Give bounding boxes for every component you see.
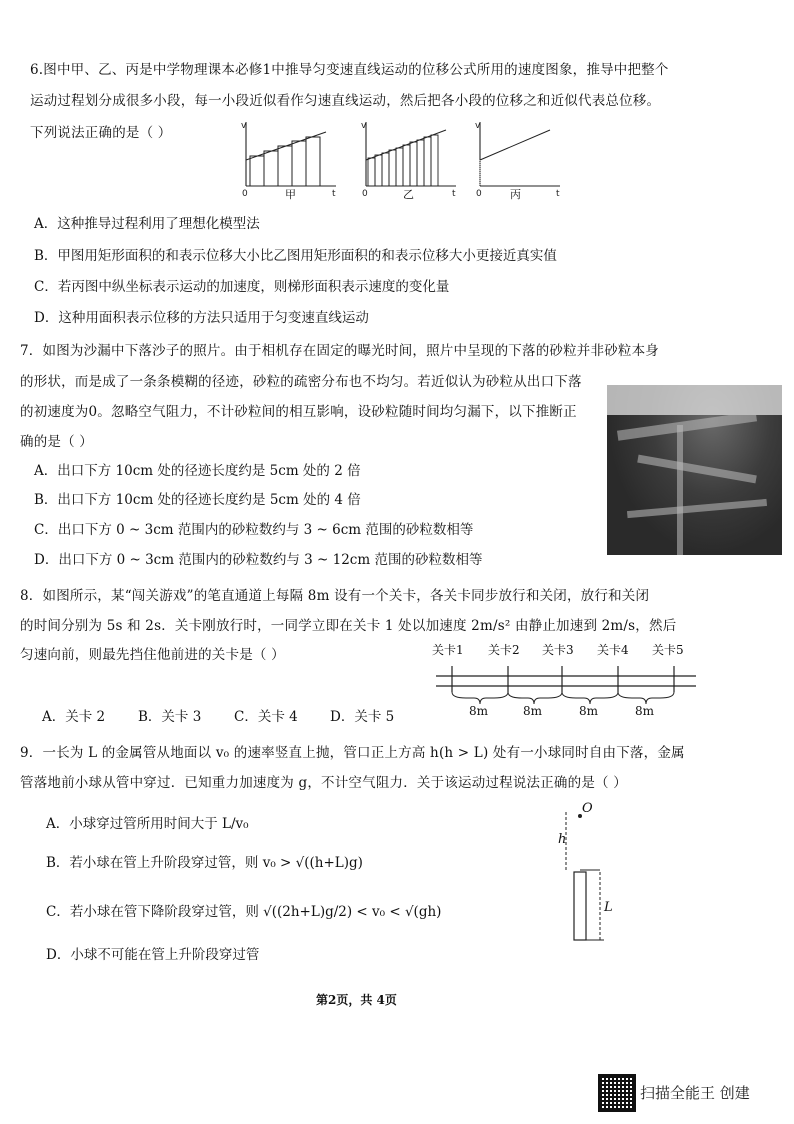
q6-option-b[interactable]: B．甲图用矩形面积的和表示位移大小比乙图用矩形面积的和表示位移大小更接近真实值	[34, 248, 557, 264]
q9-option-c[interactable]: C．若小球在管下降阶段穿过管，则 √((2h+L)g/2) < v₀ < √(gh)	[46, 904, 442, 920]
q7-line4: 确的是（ ）	[20, 434, 93, 450]
tube-figure-h: h	[558, 832, 567, 847]
tube-figure-l: L	[604, 900, 613, 915]
q8-line1: 8．如图所示，某“闯关游戏”的笔直通道上每隔 8m 设有一个关卡，各关卡同步放行和关闭，放行和关闭	[20, 588, 650, 604]
gate-distance-3: 8m	[579, 704, 599, 718]
q7-line2: 的形状，而是成了一条条模糊的径迹，砂粒的疏密分布也不均匀。若近似认为砂粒从出口下落	[20, 374, 582, 390]
sand-photo	[607, 385, 782, 555]
q9-line2: 管落地前小球从管中穿过．已知重力加速度为 g，不计空气阻力．关于该运动过程说法正确的是（ ）	[20, 775, 627, 791]
graph-bing-origin: 0	[476, 189, 482, 199]
q8-line2: 的时间分别为 5s 和 2s．关卡刚放行时，一同学立即在关卡 1 处以加速度 2m/s² 由静止加速到 2m/s，然后	[20, 618, 677, 634]
q8-option-d[interactable]: D．关卡 5	[330, 709, 395, 725]
tube-figure-o: O	[582, 801, 593, 816]
gate-5-label: 关卡5	[652, 643, 684, 657]
q7-line3: 的初速度为0。忽略空气阻力，不计砂粒间的相互影响，设砂粒随时间均匀漏下，以下推断正	[20, 404, 577, 420]
graph-jia-origin: 0	[242, 189, 248, 199]
gate-2-label: 关卡2	[488, 643, 520, 657]
q8-option-b[interactable]: B．关卡 3	[138, 709, 202, 725]
graph-jia-v: v	[241, 121, 247, 131]
gate-distance-1: 8m	[469, 704, 489, 718]
q7-option-c[interactable]: C．出口下方 0 ~ 3cm 范围内的砂粒数约与 3 ~ 6cm 范围的砂粒数相等	[34, 522, 474, 538]
q7-option-a[interactable]: A．出口下方 10cm 处的径迹长度约是 5cm 处的 2 倍	[34, 463, 361, 479]
gate-1-label: 关卡1	[432, 643, 464, 657]
tube-figure	[540, 800, 620, 945]
graph-bing-v: v	[475, 121, 481, 131]
scanner-brand: 扫描全能王 创建	[640, 1084, 750, 1102]
q8-option-a[interactable]: A．关卡 2	[42, 709, 106, 725]
q6-line3: 下列说法正确的是（ ）	[30, 125, 172, 141]
graph-yi-t: t	[452, 189, 456, 199]
q6-option-d[interactable]: D．这种用面积表示位移的方法只适用于匀变速直线运动	[34, 310, 369, 326]
graph-bing-label: 丙	[510, 188, 521, 201]
gate-distance-4: 8m	[635, 704, 655, 718]
q9-line1: 9．一长为 L 的金属管从地面以 v₀ 的速率竖直上抛，管口正上方高 h(h > L) 处有一小球同时自由下落，金属	[20, 745, 685, 761]
q9-option-d[interactable]: D．小球不可能在管上升阶段穿过管	[46, 947, 260, 963]
graph-jia-t: t	[332, 189, 336, 199]
q9-option-a[interactable]: A．小球穿过管所用时间大于 L/v₀	[46, 816, 249, 832]
qr-code-icon	[598, 1074, 636, 1112]
graph-yi-v: v	[361, 121, 367, 131]
q9-option-b[interactable]: B．若小球在管上升阶段穿过管，则 v₀ > √((h+L)g)	[46, 855, 363, 871]
q7-option-d[interactable]: D．出口下方 0 ~ 3cm 范围内的砂粒数约与 3 ~ 12cm 范围的砂粒数相等	[34, 552, 483, 568]
q7-option-b[interactable]: B．出口下方 10cm 处的径迹长度约是 5cm 处的 4 倍	[34, 492, 361, 508]
q6-line1: 6.图中甲、乙、丙是中学物理课本必修1中推导匀变速直线运动的位移公式所用的速度图象，推导中把整个	[30, 62, 669, 78]
gate-diagram	[436, 660, 698, 708]
q6-option-c[interactable]: C．若丙图中纵坐标表示运动的加速度，则梯形面积表示速度的变化量	[34, 279, 450, 295]
q8-option-c[interactable]: C．关卡 4	[234, 709, 298, 725]
graph-bing-t: t	[556, 189, 560, 199]
graph-jia-label: 甲	[285, 188, 296, 201]
q6-line2: 运动过程划分成很多小段，每一小段近似看作匀速直线运动，然后把各小段的位移之和近似代表总位移。	[30, 93, 661, 109]
gate-3-label: 关卡3	[542, 643, 574, 657]
q6-option-a[interactable]: A．这种推导过程利用了理想化模型法	[34, 216, 260, 232]
page-number: 第2页，共 4页	[316, 993, 397, 1007]
graph-yi-label: 乙	[403, 188, 414, 201]
graph-yi-origin: 0	[362, 189, 368, 199]
gate-distance-2: 8m	[523, 704, 543, 718]
gate-4-label: 关卡4	[597, 643, 629, 657]
q8-line3: 匀速向前，则最先挡住他前进的关卡是（ ）	[20, 647, 285, 663]
graph-bing	[474, 120, 574, 200]
q7-line1: 7．如图为沙漏中下落沙子的照片。由于相机存在固定的曝光时间，照片中呈现的下落的砂粒并非砂粒本身	[20, 343, 659, 359]
